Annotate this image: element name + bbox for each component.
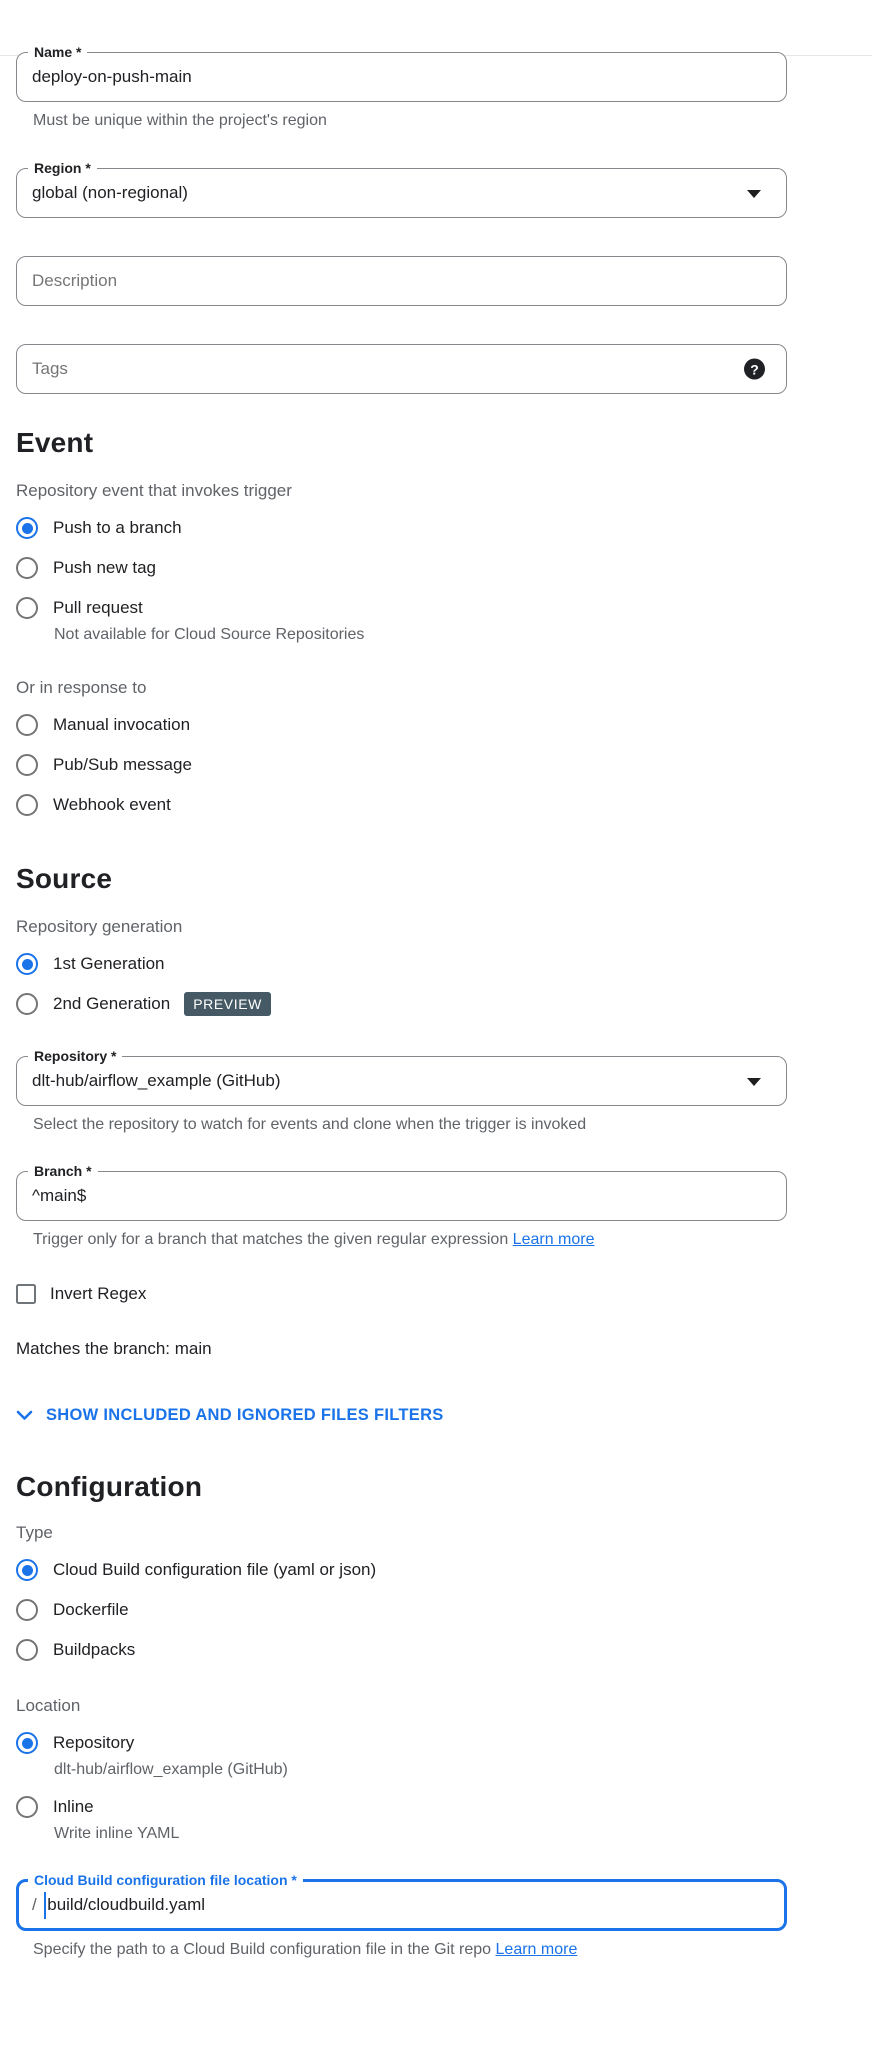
location-inline-sub: Write inline YAML — [54, 1825, 180, 1842]
radio-cloud-build-config-file[interactable] — [16, 1557, 787, 1583]
preview-badge: PREVIEW — [184, 992, 271, 1016]
event-caption: Repository event that invokes trigger — [16, 481, 292, 500]
invert-regex-label: Invert Regex — [50, 1284, 147, 1303]
repository-field[interactable] — [16, 1048, 787, 1106]
branch-field[interactable] — [16, 1163, 787, 1221]
radio-selected-icon[interactable] — [16, 517, 38, 539]
radio-selected-icon[interactable] — [16, 1732, 38, 1754]
radio-label: Cloud Build configuration file (yaml or json) — [53, 1560, 377, 1579]
source-section-heading: Source — [16, 863, 113, 894]
radio-icon[interactable] — [16, 993, 38, 1015]
help-icon[interactable]: ? — [744, 359, 765, 380]
radio-2nd-generation[interactable] — [16, 991, 787, 1017]
branch-input[interactable] — [17, 1172, 786, 1220]
radio-selected-icon[interactable] — [16, 1559, 38, 1581]
branch-learn-more-link[interactable]: Learn more — [512, 1231, 595, 1248]
radio-label: Inline — [53, 1797, 94, 1816]
radio-label: Repository — [53, 1733, 135, 1752]
name-helper-text: Must be unique within the project's region — [33, 112, 327, 129]
radio-icon[interactable] — [16, 557, 38, 579]
radio-icon[interactable] — [16, 794, 38, 816]
radio-location-inline[interactable] — [16, 1794, 787, 1820]
config-file-helper-text — [33, 1940, 787, 1960]
repository-field-label: Repository * — [28, 1047, 122, 1066]
location-caption: Location — [16, 1696, 81, 1715]
repository-helper-text: Select the repository to watch for events and clone when the trigger is invoked — [33, 1116, 587, 1133]
config-file-location-label: Cloud Build configuration file location * — [28, 1871, 303, 1890]
branch-match-note: Matches the branch: main — [16, 1339, 212, 1358]
repository-generation-caption: Repository generation — [16, 917, 183, 936]
pull-request-sub-caption: Not available for Cloud Source Repositories — [54, 626, 365, 643]
config-file-learn-more-link[interactable]: Learn more — [495, 1941, 578, 1958]
radio-label: Dockerfile — [53, 1600, 129, 1619]
show-filters-link-label: SHOW INCLUDED AND IGNORED FILES FILTERS — [46, 1406, 444, 1424]
radio-label: Pub/Sub message — [53, 755, 192, 774]
invert-regex-checkbox-row[interactable] — [16, 1282, 787, 1306]
path-prefix: / — [32, 1895, 37, 1914]
radio-manual-invocation[interactable] — [16, 712, 787, 738]
config-file-location-value: build/cloudbuild.yaml — [47, 1895, 206, 1914]
configuration-section-heading: Configuration — [16, 1471, 203, 1502]
checkbox-icon[interactable] — [16, 1284, 36, 1304]
radio-icon[interactable] — [16, 1796, 38, 1818]
radio-icon[interactable] — [16, 754, 38, 776]
text-caret — [44, 1892, 47, 1919]
radio-location-repository[interactable] — [16, 1730, 787, 1756]
config-file-location-field[interactable] — [16, 1872, 787, 1931]
radio-icon[interactable] — [16, 1599, 38, 1621]
radio-label: Pull request — [53, 598, 143, 617]
radio-label: Push new tag — [53, 558, 157, 577]
chevron-down-icon — [16, 1410, 33, 1421]
branch-helper-text — [33, 1230, 787, 1250]
name-field[interactable] — [16, 44, 787, 102]
name-input[interactable] — [17, 53, 786, 101]
radio-selected-icon[interactable] — [16, 953, 38, 975]
show-filters-expander[interactable] — [16, 1406, 787, 1425]
radio-webhook-event[interactable] — [16, 792, 787, 818]
radio-icon[interactable] — [16, 597, 38, 619]
region-field-label: Region * — [28, 159, 97, 178]
radio-label: Webhook event — [53, 795, 171, 814]
description-input[interactable] — [17, 257, 786, 305]
radio-label: Push to a branch — [53, 518, 182, 537]
radio-pull-request[interactable] — [16, 595, 787, 621]
radio-icon[interactable] — [16, 1639, 38, 1661]
dropdown-arrow-icon[interactable] — [747, 1078, 761, 1086]
tags-input[interactable] — [17, 345, 786, 393]
dropdown-arrow-icon[interactable] — [747, 190, 761, 198]
radio-icon[interactable] — [16, 714, 38, 736]
region-select[interactable] — [17, 169, 786, 217]
name-field-label: Name * — [28, 43, 87, 62]
location-repository-sub: dlt-hub/airflow_example (GitHub) — [54, 1761, 288, 1778]
radio-label: 2nd Generation — [53, 994, 171, 1013]
radio-dockerfile[interactable] — [16, 1597, 787, 1623]
type-caption: Type — [16, 1523, 53, 1542]
radio-1st-generation[interactable] — [16, 951, 787, 977]
event-section-heading: Event — [16, 427, 94, 458]
create-trigger-form — [0, 44, 803, 1960]
config-file-helper-label: Specify the path to a Cloud Build configuration file in the Git repo — [33, 1941, 492, 1958]
radio-label: Buildpacks — [53, 1640, 136, 1659]
region-field[interactable] — [16, 160, 787, 218]
tags-field[interactable] — [16, 344, 787, 394]
radio-pubsub-message[interactable] — [16, 752, 787, 778]
description-field[interactable] — [16, 256, 787, 306]
radio-label: 1st Generation — [53, 954, 165, 973]
radio-label: Manual invocation — [53, 715, 191, 734]
radio-buildpacks[interactable] — [16, 1637, 787, 1663]
radio-push-to-branch[interactable] — [16, 515, 787, 541]
branch-field-label: Branch * — [28, 1162, 98, 1181]
or-in-response-caption: Or in response to — [16, 678, 147, 697]
radio-push-new-tag[interactable] — [16, 555, 787, 581]
repository-select[interactable] — [17, 1057, 786, 1105]
branch-helper-label: Trigger only for a branch that matches the given regular expression — [33, 1231, 509, 1248]
